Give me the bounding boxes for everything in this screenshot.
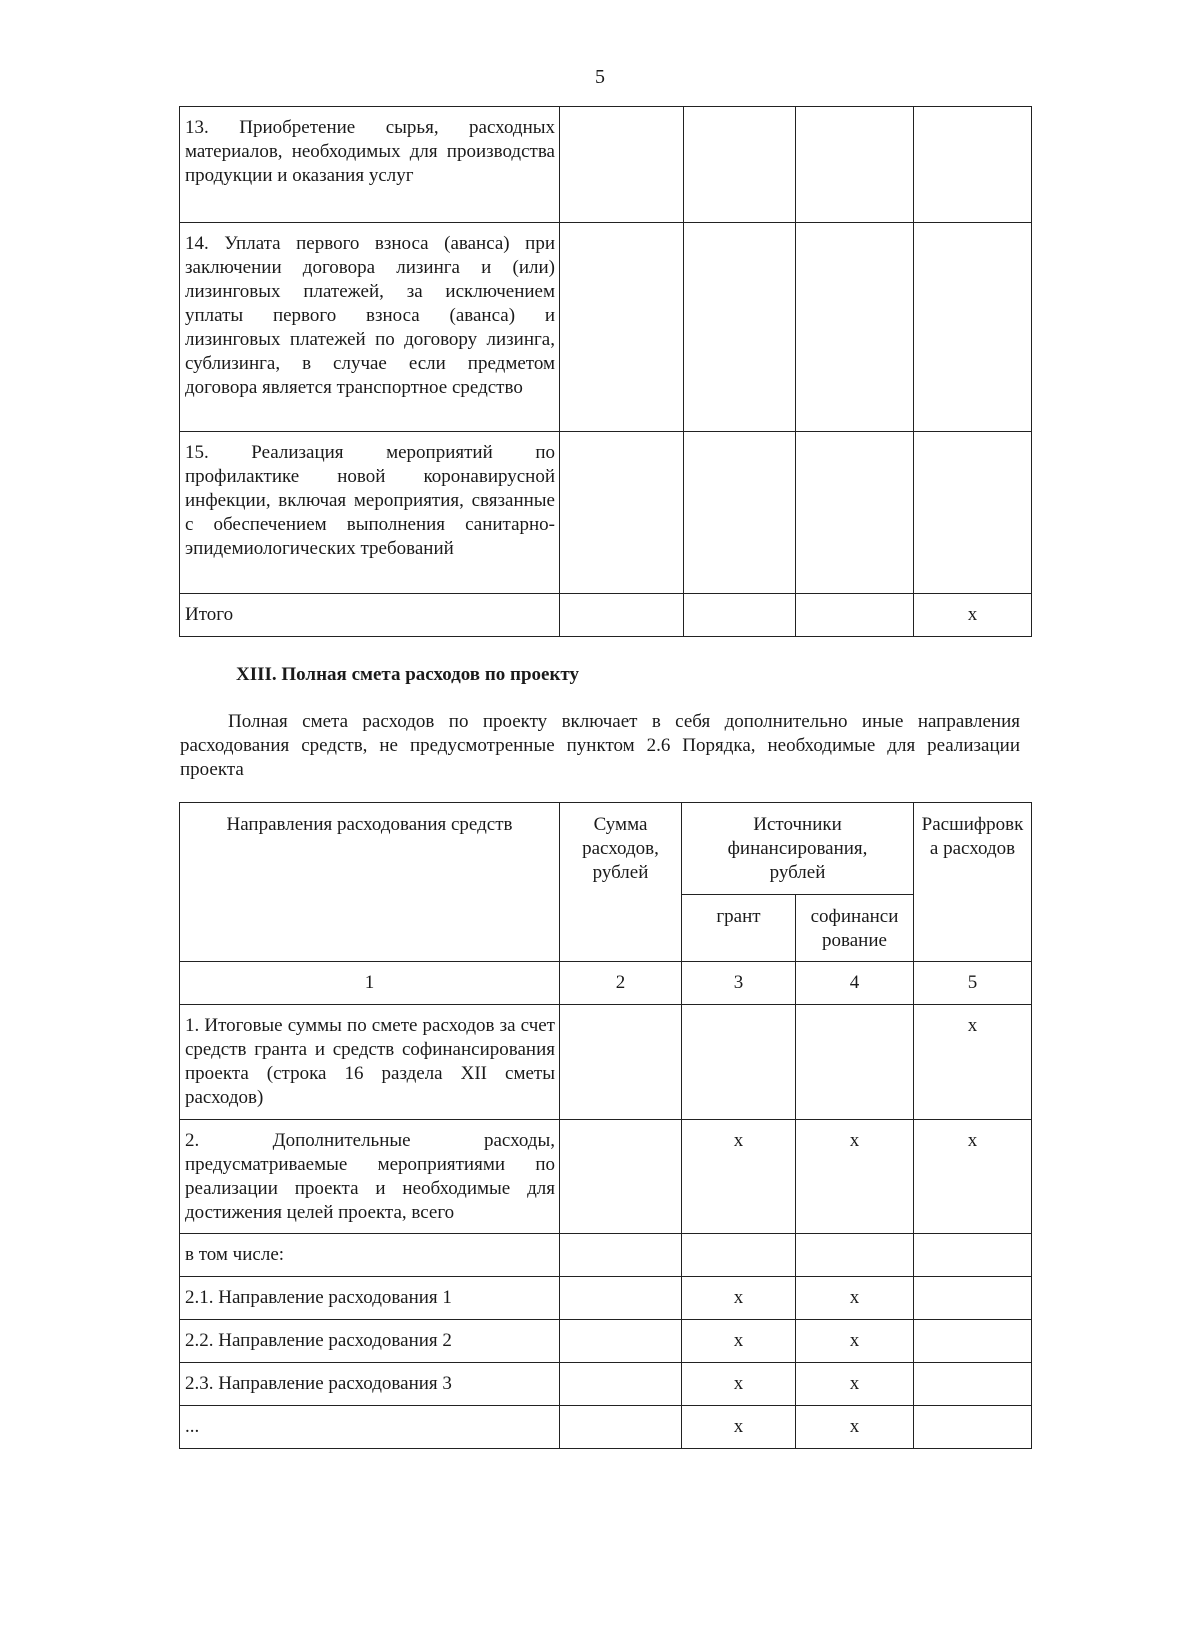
column-number: 1 [180, 962, 560, 1005]
column-number: 5 [914, 962, 1032, 1005]
row-description: 13. Приобретение сырья, расходных материалов, необходимых для производства продукции и оказания услуг [180, 107, 560, 223]
cell-sum [560, 1406, 682, 1449]
cell-grant: х [682, 1120, 796, 1234]
cell-sum [560, 1363, 682, 1406]
header-sources: Источники финансирования, рублей [682, 803, 914, 895]
cell-sum [560, 1277, 682, 1320]
header-sum: Сумма расходов, рублей [560, 803, 682, 962]
cell-sum [560, 1234, 682, 1277]
table-row [180, 432, 1032, 594]
cell-grant: х [682, 1277, 796, 1320]
page-number: 5 [595, 66, 605, 88]
table-row [180, 223, 1032, 432]
cell-grant [682, 1234, 796, 1277]
cell-grant: х [682, 1406, 796, 1449]
cell-sum [560, 1320, 682, 1363]
total-label: Итого [180, 594, 560, 637]
cell-grant: х [682, 1320, 796, 1363]
cell-sum [560, 1005, 682, 1120]
cell-sum [560, 1120, 682, 1234]
cell-cofinancing: х [796, 1120, 914, 1234]
cell-cofinancing: х [796, 1277, 914, 1320]
cell-breakdown [914, 107, 1032, 223]
cell-breakdown [914, 432, 1032, 594]
header-directions: Направления расходования средств [180, 803, 560, 962]
cell-grant [682, 1005, 796, 1120]
column-number: 4 [796, 962, 914, 1005]
cell-grant: х [682, 1363, 796, 1406]
table-row [180, 1234, 1032, 1277]
cell-cofinancing [796, 594, 914, 637]
header-row [180, 803, 1032, 895]
cell-breakdown [914, 1406, 1032, 1449]
row-description: в том числе: [180, 1234, 560, 1277]
table-row [180, 107, 1032, 223]
cell-breakdown [914, 223, 1032, 432]
cell-sum [560, 594, 684, 637]
cell-cofinancing: х [796, 1406, 914, 1449]
cell-sum [560, 107, 684, 223]
table-row [180, 1406, 1032, 1449]
row-description: ... [180, 1406, 560, 1449]
cell-sum [560, 223, 684, 432]
full-expense-table [179, 802, 1032, 1449]
cell-breakdown: х [914, 1005, 1032, 1120]
cell-cofinancing: х [796, 1363, 914, 1406]
cell-breakdown [914, 1277, 1032, 1320]
header-grant: грант [682, 895, 796, 962]
cell-cofinancing [796, 223, 914, 432]
row-description: 2.3. Направление расходования 3 [180, 1363, 560, 1406]
row-description: 2. Дополнительные расходы, предусматриваемые мероприятиями по реализации проекта и необходимые для достижения целей проекта, всего [180, 1120, 560, 1234]
row-description: 2.1. Направление расходования 1 [180, 1277, 560, 1320]
cell-breakdown [914, 1320, 1032, 1363]
cell-cofinancing: х [796, 1320, 914, 1363]
cell-cofinancing [796, 1005, 914, 1120]
cell-breakdown [914, 1363, 1032, 1406]
cell-breakdown: х [914, 594, 1032, 637]
cell-grant [684, 223, 796, 432]
row-description: 14. Уплата первого взноса (аванса) при заключении договора лизинга и (или) лизинговых платежей, за исключением уплаты первого взноса (аванса) и лизинговых платежей по договору лизинга, сублизинга, в случае если предметом договора является транспортное средство [180, 223, 560, 432]
row-description: 15. Реализация мероприятий по профилактике новой коронавирусной инфекции, включая мероприятия, связанные с обеспечением выполнения санитарно-эпидемиологических требований [180, 432, 560, 594]
expense-table-continued [179, 106, 1032, 637]
table-row [180, 1320, 1032, 1363]
cell-breakdown: х [914, 1120, 1032, 1234]
total-row [180, 594, 1032, 637]
section-paragraph: Полная смета расходов по проекту включает в себя дополнительно иные направления расходования средств, не предусмотренные пунктом 2.6 Порядка, необходимые для реализации проекта [180, 711, 1020, 780]
cell-cofinancing [796, 1234, 914, 1277]
cell-grant [684, 594, 796, 637]
cell-cofinancing [796, 432, 914, 594]
cell-sum [560, 432, 684, 594]
cell-breakdown [914, 1234, 1032, 1277]
section-heading: XIII. Полная смета расходов по проекту [236, 664, 579, 685]
cell-grant [684, 107, 796, 223]
column-number: 3 [682, 962, 796, 1005]
column-numbers-row [180, 962, 1032, 1005]
row-description: 2.2. Направление расходования 2 [180, 1320, 560, 1363]
header-cofinancing: софинанси рование [796, 895, 914, 962]
table-row [180, 1277, 1032, 1320]
row-description: 1. Итоговые суммы по смете расходов за счет средств гранта и средств софинансирования проекта (строка 16 раздела XII сметы расходов) [180, 1005, 560, 1120]
column-number: 2 [560, 962, 682, 1005]
header-breakdown: Расшифровк а расходов [914, 803, 1032, 962]
cell-cofinancing [796, 107, 914, 223]
cell-grant [684, 432, 796, 594]
table-row [180, 1005, 1032, 1120]
table-row [180, 1120, 1032, 1234]
table-row [180, 1363, 1032, 1406]
